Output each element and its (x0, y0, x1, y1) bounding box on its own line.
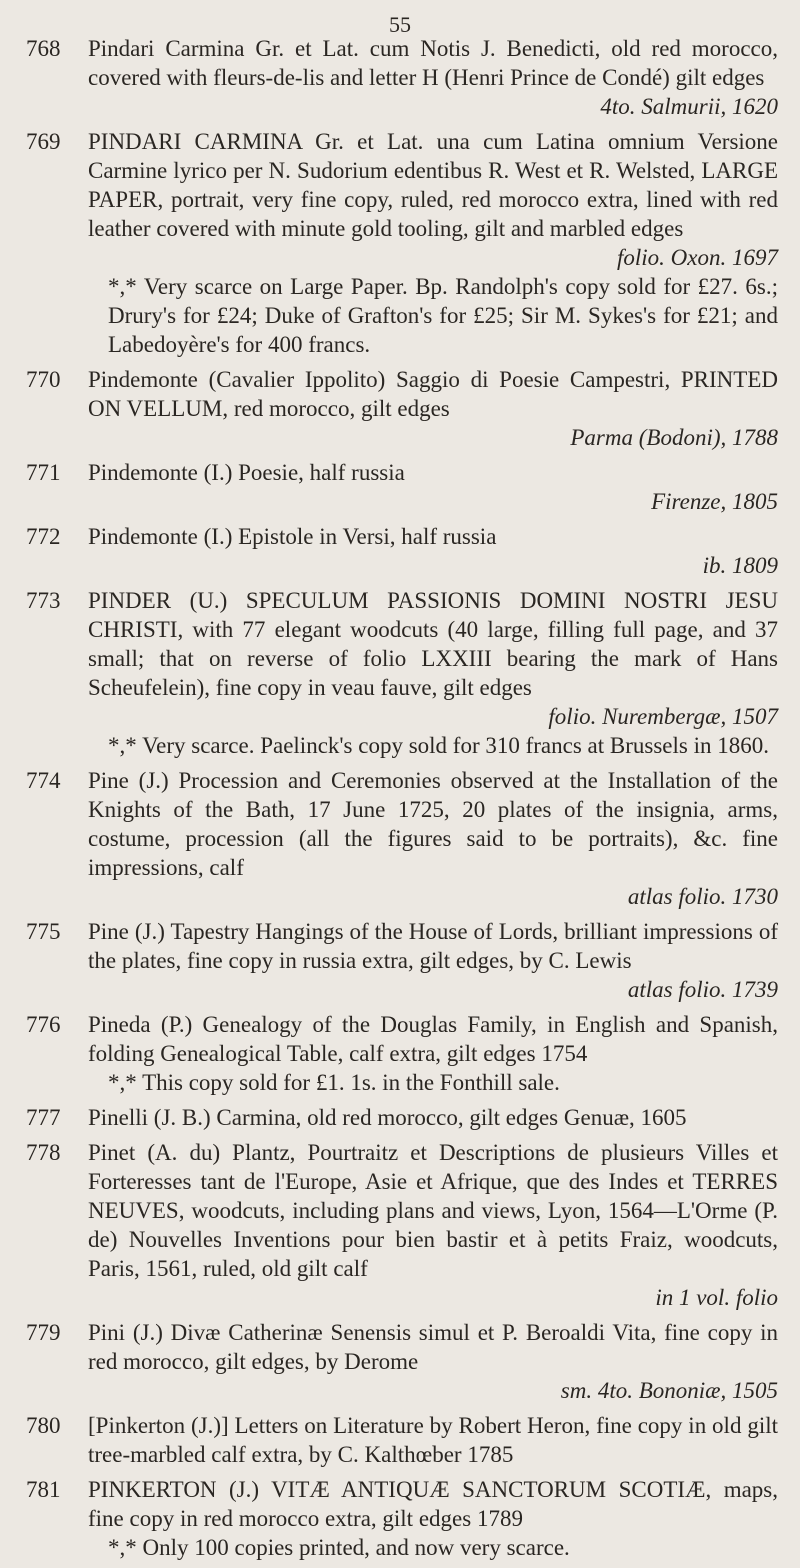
catalogue-entry (0, 766, 800, 911)
catalogue-entry (0, 1103, 800, 1132)
lot-number: 768 (26, 36, 61, 61)
lot-number: 771 (26, 460, 61, 485)
lot-number: 778 (26, 1140, 61, 1165)
page-number: 55 (389, 12, 411, 37)
entry-text: Pine (J.) Procession and Ceremonies observed at the Installation of the Knights of the Bath, 17 June 1725, 20 plates of the insignia, arms, costume, procession (all the figures said to be portraits), &c. fine impressions, calf (88, 768, 778, 880)
catalogue-entry (0, 1318, 800, 1405)
lot-number: 781 (26, 1477, 61, 1502)
entry-imprint: Firenze, 1805 (651, 489, 778, 514)
lot-number: 780 (26, 1413, 61, 1438)
entry-note: *,* Very scarce on Large Paper. Bp. Randolph's copy sold for £27. 6s.; Drury's for £24; Duke of Grafton's for £25; Sir M. Sykes's for £21; and Labedoyère's for 400 francs. (108, 274, 778, 357)
lot-number: 773 (26, 588, 61, 613)
entry-note: *,* This copy sold for £1. 1s. in the Fonthill sale. (108, 1070, 560, 1095)
entry-text: Pindemonte (Cavalier Ippolito) Saggio di Poesie Campestri, PRINTED ON VELLUM, red morocco, gilt edges (88, 367, 778, 421)
catalogue-entry (0, 1010, 800, 1097)
entry-text: Pini (J.) Divæ Catherinæ Senensis simul et P. Beroaldi Vita, fine copy in red morocco, gilt edges, by Derome (88, 1320, 778, 1374)
entry-imprint: atlas folio. 1730 (627, 884, 778, 909)
entries-list (0, 34, 800, 1568)
entry-text: PINKERTON (J.) VITÆ ANTIQUÆ SANCTORUM SCOTIÆ, maps, fine copy in red morocco extra, gilt edges 1789 (88, 1477, 778, 1531)
catalogue-entry (0, 365, 800, 452)
lot-number: 775 (26, 919, 61, 944)
entry-imprint: atlas folio. 1739 (627, 977, 778, 1002)
entry-imprint: sm. 4to. Bononiæ, 1505 (560, 1378, 778, 1403)
lot-number: 779 (26, 1320, 61, 1345)
catalogue-entry (0, 127, 800, 359)
entry-imprint: ib. 1809 (702, 553, 778, 578)
entry-text: Pindemonte (I.) Poesie, half russia (88, 460, 405, 485)
catalogue-entry (0, 1411, 800, 1469)
catalogue-entry (0, 1475, 800, 1562)
catalogue-entry (0, 1138, 800, 1312)
entry-text: Pinelli (J. B.) Carmina, old red morocco, gilt edges Genuæ, 1605 (88, 1105, 687, 1130)
entry-text: PINDER (U.) SPECULUM PASSIONIS DOMINI NOSTRI JESU CHRISTI, with 77 elegant woodcuts (40 large, filling full page, and 37 small; that on reverse of folio LXXIII bearing the mark of Hans Scheufelein), fine copy in veau fauve, gilt edges (88, 588, 778, 700)
entry-imprint: Parma (Bodoni), 1788 (570, 425, 778, 450)
lot-number: 777 (26, 1105, 61, 1130)
entry-imprint: in 1 vol. folio (655, 1285, 778, 1310)
entry-note: *,* Only 100 copies printed, and now very scarce. (108, 1535, 570, 1560)
entry-text: [Pinkerton (J.)] Letters on Literature by Robert Heron, fine copy in old gilt tree-marbled calf extra, by C. Kalthœber 1785 (88, 1413, 778, 1467)
lot-number: 772 (26, 524, 61, 549)
lot-number: 769 (26, 129, 61, 154)
lot-number: 770 (26, 367, 61, 392)
catalogue-entry (0, 917, 800, 1004)
catalogue-entry (0, 34, 800, 121)
catalogue-entry (0, 586, 800, 760)
lot-number: 774 (26, 768, 61, 793)
entry-imprint: 4to. Salmurii, 1620 (600, 94, 778, 119)
entry-text: Pineda (P.) Genealogy of the Douglas Family, in English and Spanish, folding Genealogical Table, calf extra, gilt edges 1754 (88, 1012, 778, 1066)
catalogue-entry (0, 458, 800, 516)
entry-text: PINDARI CARMINA Gr. et Lat. una cum Latina omnium Versione Carmine lyrico per N. Sudorium edentibus R. West et R. Welsted, LARGE PAPER, portrait, very fine copy, ruled, red morocco extra, lined with red leather covered with minute gold tooling, gilt and marbled edges (88, 129, 778, 241)
entry-text: Pinet (A. du) Plantz, Pourtraitz et Descriptions de plusieurs Villes et Forteresses tant de l'Europe, Asie et Afrique, que des Indes et TERRES NEUVES, woodcuts, including plans and views, Lyon, 1564—L'Orme (P. de) Nouvelles Inventions pour bien bastir et à petits Fraiz, woodcuts, Paris, 1561, ruled, old gilt calf (88, 1140, 778, 1281)
lot-number: 776 (26, 1012, 61, 1037)
entry-text: Pindemonte (I.) Epistole in Versi, half russia (88, 524, 497, 549)
entry-imprint: folio. Nurembergæ, 1507 (548, 704, 778, 729)
entry-note: *,* Very scarce. Paelinck's copy sold for 310 francs at Brussels in 1860. (108, 733, 769, 758)
entry-imprint: folio. Oxon. 1697 (617, 245, 778, 270)
entry-text: Pine (J.) Tapestry Hangings of the House of Lords, brilliant impressions of the plates, fine copy in russia extra, gilt edges, by C. Lewis (88, 919, 778, 973)
entry-text: Pindari Carmina Gr. et Lat. cum Notis J. Benedicti, old red morocco, covered with fleurs-de-lis and letter H (Henri Prince de Condé) gilt edges (88, 36, 778, 90)
catalogue-entry (0, 522, 800, 580)
